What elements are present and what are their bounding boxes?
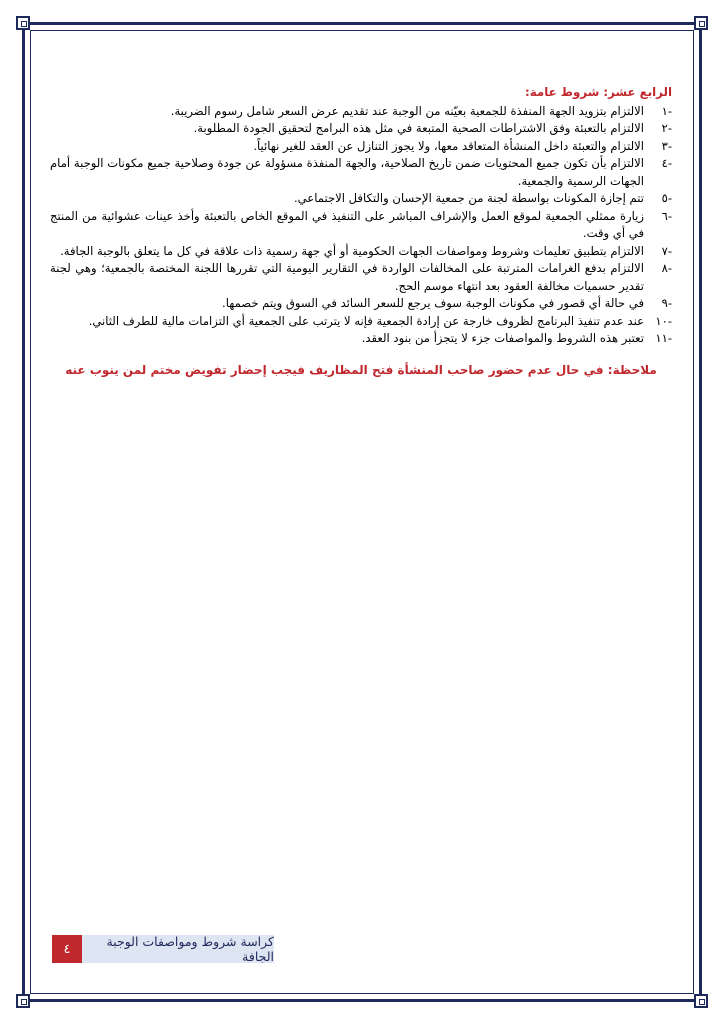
corner-ornament: [694, 994, 708, 1008]
term-number: -٥: [661, 191, 672, 205]
term-number: -٣: [661, 138, 672, 153]
term-item: [50, 103, 672, 121]
term-text: الالتزام بدفع الغرامات المترتبة على المخالفات الواردة في التقارير اليومية التي تقررها اللجنة المختصة بالجمعية؛ وهي لجنة تقدير حسميات مخالفة العقود بعد انتهاء موسم الحج.: [50, 261, 644, 293]
term-item: [50, 190, 672, 208]
term-item: [50, 208, 672, 243]
term-number: -٦: [661, 208, 672, 223]
terms-list: [50, 103, 672, 348]
corner-ornament: [16, 16, 30, 30]
term-item: [50, 138, 672, 156]
term-text: عند عدم تنفيذ البرنامج لظروف خارجة عن إرادة الجمعية فإنه لا يترتب على الجمعية أي التزامات مالية للطرف الثاني.: [88, 313, 644, 328]
page-number: ٤: [52, 935, 82, 963]
term-text: تعتبر هذه الشروط والمواصفات جزء لا يتجزأ من بنود العقد.: [361, 331, 644, 345]
term-number: -١٠: [655, 313, 672, 328]
corner-ornament: [694, 16, 708, 30]
term-item: [50, 295, 672, 313]
term-text: الالتزام بأن تكون جميع المحتويات ضمن تاريخ الصلاحية، والجهة المنفذة مسؤولة عن جودة وصلاحية جميع مكونات الوجبة أمام الجهات الرسمية والجمعية.: [50, 156, 644, 188]
term-text: الالتزام بتطبيق تعليمات وشروط ومواصفات الجهات الحكومية أو أي جهة رسمية ذات علاقة في كل ما يتعلق بالوجبة الجافة.: [60, 243, 644, 258]
footer-title: كراسة شروط ومواصفات الوجبة الجافة: [82, 935, 274, 963]
term-text: الالتزام والتعبئة داخل المنشأة المتعاقد معها، ولا يجوز التنازل عن العقد للغير نهائياً.: [253, 138, 644, 153]
term-number: -٧: [661, 243, 672, 258]
term-item: [50, 120, 672, 138]
term-number: -٩: [661, 296, 672, 310]
term-text: الالتزام بالتعبئة وفق الاشتراطات الصحية المتبعة في مثل هذه البرامج لتحقيق الجودة المطلوبة.: [193, 121, 644, 135]
term-number: -١: [661, 103, 672, 118]
term-item: [50, 155, 672, 190]
term-item: [50, 313, 672, 331]
term-number: -١١: [655, 331, 672, 345]
term-item: [50, 330, 672, 348]
term-number: -٢: [661, 121, 672, 135]
term-text: في حالة أي قصور في مكونات الوجبة سوف يرجع للسعر السائد في السوق ويتم خصمها.: [222, 296, 644, 310]
term-text: تتم إجازة المكونات بواسطة لجنة من جمعية الإحسان والتكافل الاجتماعي.: [293, 191, 644, 205]
note-text: ملاحظة: في حال عدم حضور صاحب المنشأة فتح المظاريف فيجب إحضار تفويض مختم لمن ينوب عنه: [65, 362, 657, 377]
term-text: زيارة ممثلي الجمعية لموقع العمل والإشراف المباشر على التنفيذ في الموقع الخاص بالتعبئة وأخذ عينات عشوائية من المنتج في أي وقت.: [50, 208, 644, 240]
page-footer: [52, 935, 274, 963]
term-item: [50, 243, 672, 261]
corner-ornament: [16, 994, 30, 1008]
document-body: [50, 84, 672, 379]
term-number: -٤: [661, 156, 672, 170]
section-title: الرابع عشر: شروط عامة:: [525, 85, 672, 99]
term-number: -٨: [661, 261, 672, 275]
term-text: الالتزام بتزويد الجهة المنفذة للجمعية بعيّنه من الوجبة عند تقديم عرض السعر شامل رسوم الضريبة.: [170, 103, 644, 118]
term-item: [50, 260, 672, 295]
